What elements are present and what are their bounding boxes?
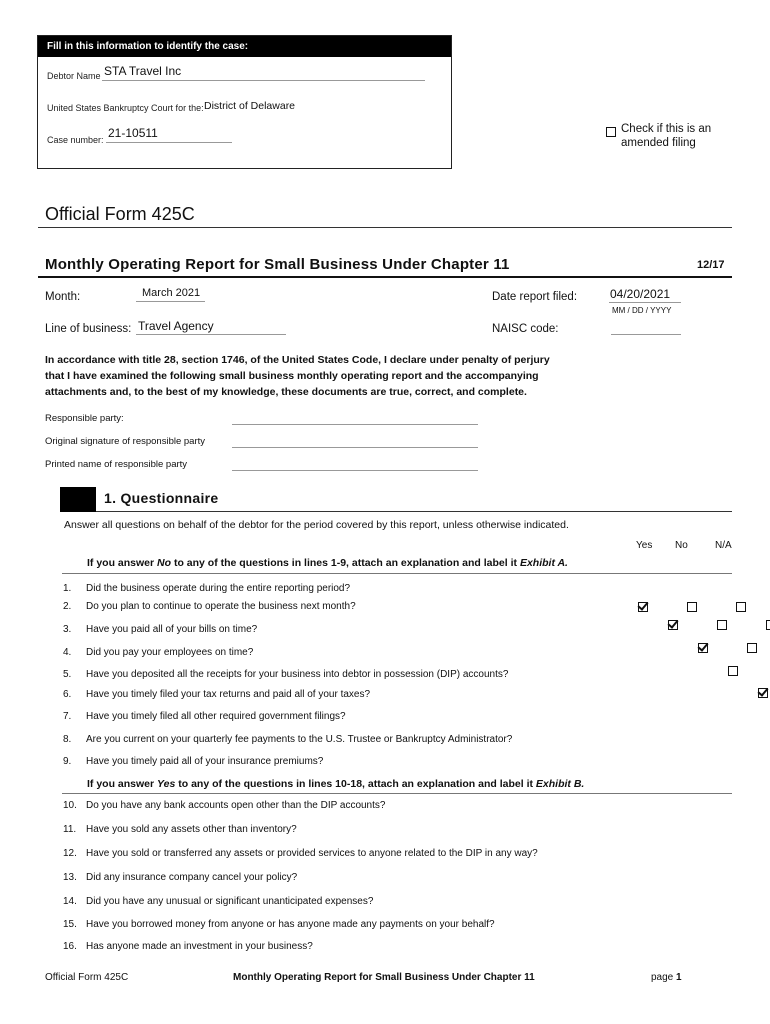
case-number-label: Case number:	[47, 135, 104, 145]
question-number: 14.	[63, 896, 77, 907]
responsible-party-label: Responsible party:	[45, 413, 124, 424]
case-info-box	[37, 35, 452, 169]
declaration	[45, 352, 550, 400]
question-text: Did you have any unusual or significant unanticipated expenses?	[86, 896, 374, 907]
debtor-name-label: Debtor Name	[47, 71, 101, 81]
section-title: 1. Questionnaire	[104, 490, 219, 506]
question-text: Did the business operate during the entire reporting period?	[86, 583, 351, 594]
question-number: 1.	[63, 583, 72, 594]
line-of-business-field[interactable]	[136, 320, 286, 335]
month-value: March 2021	[142, 287, 201, 299]
question-number: 8.	[63, 734, 72, 745]
question-2-no-checkbox[interactable]	[717, 620, 727, 630]
question-text: Do you plan to continue to operate the business next month?	[86, 601, 356, 612]
question-number: 13.	[63, 872, 77, 883]
report-title-rule	[38, 276, 732, 278]
question-4-yes-checkbox[interactable]	[728, 666, 738, 676]
question-3-no-checkbox[interactable]	[747, 643, 757, 653]
question-number: 9.	[63, 756, 72, 767]
question-text: Have you timely paid all of your insurance premiums?	[86, 756, 324, 767]
question-text: Did any insurance company cancel your policy?	[86, 872, 298, 883]
question-number: 7.	[63, 711, 72, 722]
form-title: Official Form 425C	[45, 204, 195, 224]
date-filed-value: 04/20/2021	[610, 287, 671, 301]
debtor-name-field[interactable]	[102, 66, 425, 81]
question-text: Have you paid all of your bills on time?	[86, 624, 258, 635]
question-number: 12.	[63, 848, 77, 859]
question-text: Did you pay your employees on time?	[86, 647, 254, 658]
declaration-line-2: that I have examined the following small business monthly operating report and the accompanying	[45, 370, 539, 382]
question-number: 5.	[63, 669, 72, 680]
line-of-business-label: Line of business:	[45, 323, 132, 335]
declaration-line-3: attachments and, to the best of my knowledge, these documents are true, correct, and complete.	[45, 386, 527, 398]
question-number: 16.	[63, 941, 77, 952]
section-rule	[96, 511, 732, 512]
date-filed-label: Date report filed:	[492, 291, 578, 303]
question-number: 6.	[63, 689, 72, 700]
footer-page-number: 1	[676, 972, 682, 983]
exhibit-b-rule	[62, 793, 732, 794]
amended-filing-label-2: amended filing	[621, 137, 696, 149]
declaration-line-1: In accordance with title 28, section 1746, of the United States Code, I declare under penalty of perjury	[45, 354, 550, 366]
exhibit-a-rule	[62, 573, 732, 574]
question-text: Have you timely filed your tax returns and paid all of your taxes?	[86, 689, 371, 700]
question-1-yes-checkbox[interactable]	[638, 602, 648, 612]
court-value[interactable]: District of Delaware	[204, 100, 296, 112]
form-revision-date: 12/17	[697, 259, 725, 271]
signature-label: Original signature of responsible party	[45, 436, 206, 447]
question-number: 2.	[63, 601, 72, 612]
column-na: N/A	[715, 540, 732, 551]
footer-form-name: Official Form 425C	[45, 972, 129, 983]
section-marker	[60, 487, 96, 512]
question-1-no-checkbox[interactable]	[687, 602, 697, 612]
month-field[interactable]	[136, 287, 205, 302]
question-5-yes-checkbox[interactable]	[758, 688, 768, 698]
question-text: Are you current on your quarterly fee payments to the U.S. Trustee or Bankruptcy Administrator?	[86, 734, 513, 745]
debtor-name-value: STA Travel Inc	[104, 64, 182, 78]
report-title: Monthly Operating Report for Small Business Under Chapter 11	[45, 256, 510, 273]
exhibit-a-note: If you answer No to any of the questions in lines 1-9, attach an explanation and label it Exhibit A.	[87, 557, 568, 569]
date-format-hint: MM / DD / YYYY	[612, 306, 672, 315]
case-info-header: Fill in this information to identify the case:	[38, 36, 451, 57]
question-text: Have you sold or transferred any assets or provided services to anyone related to the DIP in any way?	[86, 848, 538, 859]
footer-page	[651, 972, 682, 983]
signature-field[interactable]	[232, 435, 478, 448]
date-filed-field[interactable]	[609, 287, 681, 303]
footer-title: Monthly Operating Report for Small Business Under Chapter 11	[233, 972, 535, 983]
month-label: Month:	[45, 291, 81, 303]
question-text: Have you deposited all the receipts for your business into debtor in possession (DIP) accounts?	[86, 669, 509, 680]
court-label: United States Bankruptcy Court for the:	[47, 103, 204, 113]
question-number: 4.	[63, 647, 72, 658]
column-no: No	[675, 540, 688, 551]
naisc-field[interactable]	[611, 322, 681, 335]
printed-name-label: Printed name of responsible party	[45, 459, 188, 470]
question-2-na-checkbox[interactable]	[766, 620, 770, 630]
question-number: 10.	[63, 800, 77, 811]
question-number: 3.	[63, 624, 72, 635]
column-yes: Yes	[636, 540, 653, 551]
question-3-yes-checkbox[interactable]	[698, 643, 708, 653]
question-text: Have you borrowed money from anyone or has anyone made any payments on your behalf?	[86, 919, 495, 930]
question-2-yes-checkbox[interactable]	[668, 620, 678, 630]
title-rule	[38, 227, 732, 228]
responsible-party-field[interactable]	[232, 412, 478, 425]
naisc-label: NAISC code:	[492, 323, 559, 335]
case-number-value: 21-10511	[108, 126, 158, 140]
line-of-business-value: Travel Agency	[138, 319, 214, 333]
printed-name-field[interactable]	[232, 458, 478, 471]
footer-page-label: page	[651, 972, 674, 983]
question-1-na-checkbox[interactable]	[736, 602, 746, 612]
amended-filing-label-1: Check if this is an	[621, 123, 712, 135]
question-text: Has anyone made an investment in your business?	[86, 941, 313, 952]
amended-filing-checkbox[interactable]	[606, 127, 616, 137]
question-number: 11.	[63, 824, 77, 835]
question-text: Have you sold any assets other than inventory?	[86, 824, 297, 835]
section-intro: Answer all questions on behalf of the debtor for the period covered by this report, unless otherwise indicated.	[64, 519, 569, 531]
question-text: Have you timely filed all other required government filings?	[86, 711, 346, 722]
question-text: Do you have any bank accounts open other than the DIP accounts?	[86, 800, 386, 811]
question-number: 15.	[63, 919, 77, 930]
exhibit-b-note: If you answer Yes to any of the questions in lines 10-18, attach an explanation and label it Exhibit B.	[87, 778, 585, 790]
case-number-field[interactable]	[106, 128, 232, 143]
